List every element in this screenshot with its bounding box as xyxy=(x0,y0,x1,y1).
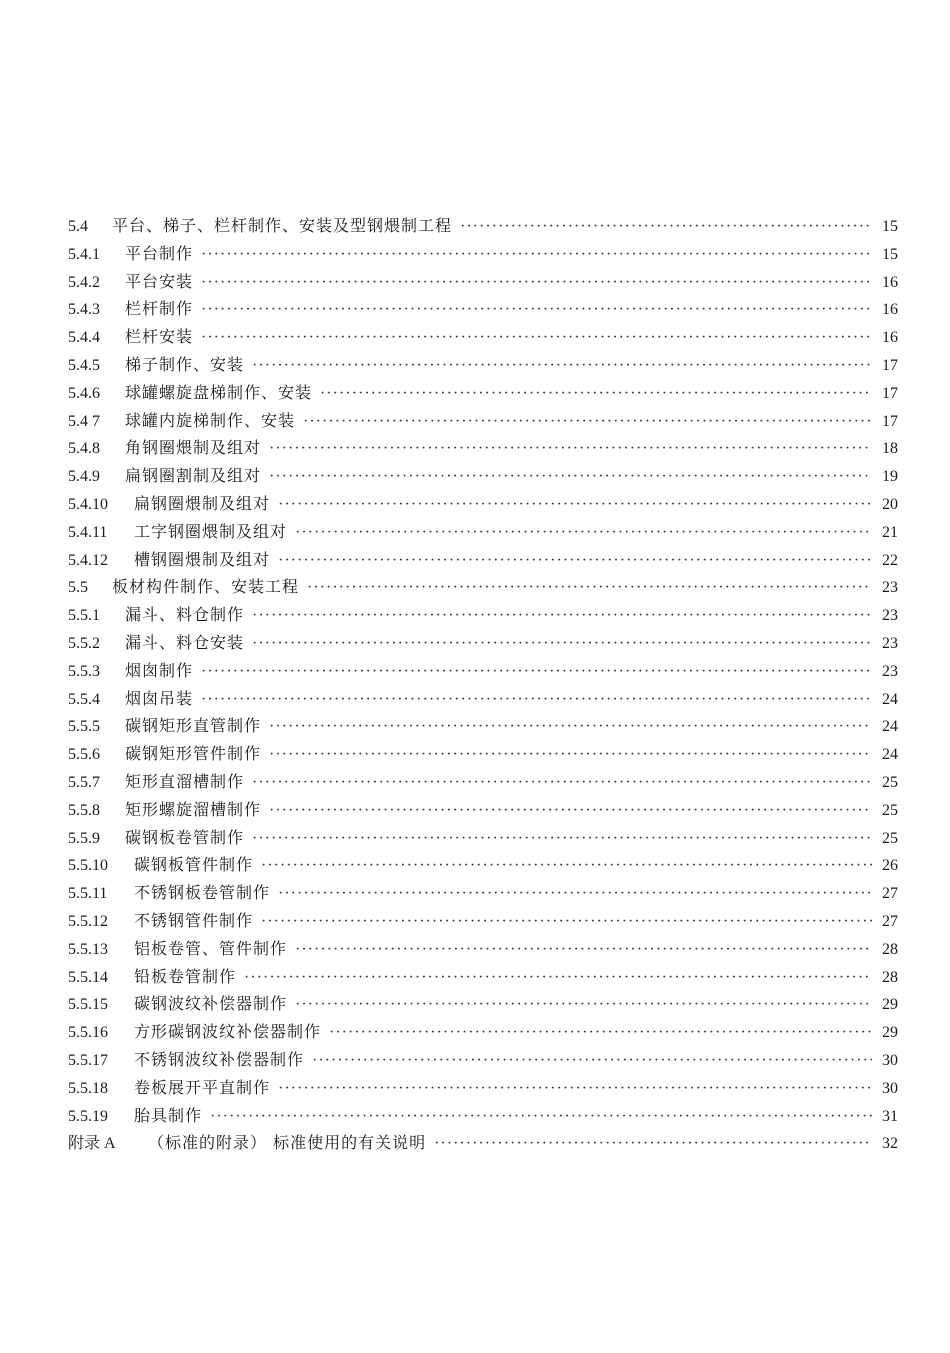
toc-entry-number: 5.5.1 xyxy=(68,607,100,625)
toc-entry[interactable] xyxy=(68,657,898,685)
toc-entry-title: 胎具制作 xyxy=(134,1105,203,1125)
toc-entry-title: 碳钢板管件制作 xyxy=(134,855,254,875)
toc-leader-dots xyxy=(278,880,872,908)
toc-entry-number: 5.4.11 xyxy=(68,523,108,541)
toc-entry-page-number: 15 xyxy=(882,218,898,235)
toc-entry-page-number: 23 xyxy=(882,634,898,652)
toc-entry-title: 烟囱吊装 xyxy=(125,688,194,708)
toc-entry-title: 矩形直溜槽制作 xyxy=(125,771,245,791)
toc-entry-page-number: 26 xyxy=(882,857,898,875)
toc-entry-number: 5.5.19 xyxy=(68,1107,108,1125)
toc-entry[interactable] xyxy=(68,1129,898,1157)
toc-entry-number: 5.4.5 xyxy=(68,356,100,374)
toc-entry[interactable] xyxy=(68,490,898,518)
toc-entry-number: 5.5.17 xyxy=(68,1051,108,1069)
toc-leader-dots xyxy=(278,1075,872,1103)
toc-entry[interactable] xyxy=(68,518,898,546)
toc-entry-page-number: 23 xyxy=(882,607,898,625)
toc-leader-dots xyxy=(269,713,872,741)
toc-leader-dots xyxy=(269,797,872,825)
toc-entry-number: 5.4.8 xyxy=(68,440,100,458)
toc-entry-page-number: 25 xyxy=(882,773,898,791)
toc-leader-dots xyxy=(269,463,872,491)
toc-entry-page-number: 30 xyxy=(882,1051,898,1069)
toc-leader-dots xyxy=(320,380,872,408)
toc-entry-title: 平台制作 xyxy=(125,243,194,263)
toc-entry-title: 卷板展开平直制作 xyxy=(134,1077,271,1097)
toc-entry-page-number: 25 xyxy=(882,801,898,819)
toc-entry-number: 5.4.6 xyxy=(68,384,100,402)
toc-leader-dots xyxy=(201,296,872,324)
toc-entry-number: 5.5.4 xyxy=(68,690,100,708)
toc-entry[interactable] xyxy=(68,907,898,935)
toc-entry[interactable] xyxy=(68,379,898,407)
toc-entry-title: 球罐内旋梯制作、安装 xyxy=(125,410,296,430)
toc-entry-title: 平台、梯子、栏杆制作、安装及型钢煨制工程 xyxy=(112,216,453,235)
toc-entry[interactable] xyxy=(68,685,898,713)
toc-entry-title: 铅板卷管制作 xyxy=(134,966,237,986)
toc-leader-dots xyxy=(303,408,872,436)
toc-entry-page-number: 29 xyxy=(882,1024,898,1042)
toc-leader-dots xyxy=(434,1130,872,1158)
toc-entry[interactable] xyxy=(68,768,898,796)
toc-entry-title: 漏斗、料仓安装 xyxy=(125,632,245,652)
toc-entry-title: （标准的附录） 标准使用的有关说明 xyxy=(148,1133,427,1153)
toc-leader-dots xyxy=(460,213,872,241)
toc-entry-page-number: 28 xyxy=(882,968,898,986)
toc-entry-title: 碳钢板卷管制作 xyxy=(125,827,245,847)
toc-entry[interactable] xyxy=(68,601,898,629)
toc-entry-page-number: 28 xyxy=(882,940,898,958)
toc-leader-dots xyxy=(312,1047,872,1075)
toc-entry-page-number: 27 xyxy=(882,885,898,903)
toc-entry[interactable] xyxy=(68,712,898,740)
toc-entry-page-number: 23 xyxy=(882,662,898,680)
toc-entry-number: 5.4.4 xyxy=(68,329,100,347)
toc-entry-page-number: 17 xyxy=(882,356,898,374)
toc-entry-page-number: 18 xyxy=(882,440,898,458)
toc-entry-number: 5.5.14 xyxy=(68,968,108,986)
toc-entry[interactable] xyxy=(68,462,898,490)
toc-leader-dots xyxy=(295,936,872,964)
toc-entry[interactable] xyxy=(68,740,898,768)
toc-entry[interactable] xyxy=(68,434,898,462)
toc-entry-title: 碳钢波纹补偿器制作 xyxy=(134,994,288,1014)
toc-leader-dots xyxy=(201,658,872,686)
toc-entry[interactable] xyxy=(68,212,898,240)
toc-entry-page-number: 16 xyxy=(882,301,898,319)
toc-entry[interactable] xyxy=(68,240,898,268)
toc-entry-title: 栏杆制作 xyxy=(125,299,194,319)
toc-leader-dots xyxy=(210,1103,872,1131)
toc-entry-page-number: 24 xyxy=(882,718,898,736)
toc-entry-number: 5.5 xyxy=(68,579,88,597)
toc-entry-number: 5.5.15 xyxy=(68,996,108,1014)
toc-leader-dots xyxy=(252,602,872,630)
toc-entry-number: 5.5.12 xyxy=(68,912,108,930)
toc-entry-number: 附录 A xyxy=(68,1135,116,1153)
toc-leader-dots xyxy=(201,241,872,269)
toc-entry-number: 5.4.3 xyxy=(68,301,100,319)
toc-entry-number: 5.5.3 xyxy=(68,662,100,680)
toc-leader-dots xyxy=(278,491,872,519)
toc-entry-page-number: 23 xyxy=(882,579,898,597)
toc-entry-title: 不锈钢板卷管制作 xyxy=(134,883,271,903)
toc-entry[interactable] xyxy=(68,963,898,991)
toc-entry-title: 槽钢圈煨制及组对 xyxy=(134,549,271,569)
toc-entry-page-number: 32 xyxy=(882,1135,898,1153)
toc-entry-page-number: 16 xyxy=(882,273,898,291)
toc-entry-number: 5.5.11 xyxy=(68,885,108,903)
toc-leader-dots xyxy=(295,991,872,1019)
toc-leader-dots xyxy=(261,908,872,936)
toc-entry-title: 不锈钢波纹补偿器制作 xyxy=(134,1049,305,1069)
toc-entry[interactable] xyxy=(68,573,898,601)
toc-leader-dots xyxy=(252,769,872,797)
toc-entry-number: 5.5.5 xyxy=(68,718,100,736)
toc-entry[interactable] xyxy=(68,1046,898,1074)
toc-entry-page-number: 21 xyxy=(882,523,898,541)
toc-entry[interactable] xyxy=(68,935,898,963)
toc-entry-page-number: 29 xyxy=(882,996,898,1014)
toc-entry-number: 5.4.10 xyxy=(68,495,108,513)
toc-entry-title: 漏斗、料仓制作 xyxy=(125,605,245,625)
toc-leader-dots xyxy=(307,574,872,602)
toc-entry-number: 5.5.7 xyxy=(68,773,100,791)
toc-entry-number: 5.5.6 xyxy=(68,746,100,764)
toc-entry-page-number: 27 xyxy=(882,912,898,930)
toc-entry-title: 扁钢圈煨制及组对 xyxy=(134,493,271,513)
toc-entry[interactable] xyxy=(68,879,898,907)
toc-entry-page-number: 24 xyxy=(882,690,898,708)
toc-leader-dots xyxy=(201,686,872,714)
toc-entry-title: 球罐螺旋盘梯制作、安装 xyxy=(125,382,313,402)
toc-entry-title: 板材构件制作、安装工程 xyxy=(112,577,300,597)
toc-entry-title: 碳钢矩形直管制作 xyxy=(125,716,262,736)
toc-entry-page-number: 22 xyxy=(882,551,898,569)
toc-entry-title: 铝板卷管、管件制作 xyxy=(134,938,288,958)
toc-entry-number: 5.5.18 xyxy=(68,1079,108,1097)
toc-leader-dots xyxy=(201,324,872,352)
table-of-contents xyxy=(68,212,898,1157)
toc-leader-dots xyxy=(252,352,872,380)
toc-leader-dots xyxy=(295,519,872,547)
toc-leader-dots xyxy=(252,630,872,658)
toc-entry[interactable] xyxy=(68,1102,898,1130)
toc-entry-number: 5.4.2 xyxy=(68,273,100,291)
toc-entry[interactable] xyxy=(68,268,898,296)
toc-entry-title: 扁钢圈割制及组对 xyxy=(125,466,262,486)
toc-entry-number: 5.4.12 xyxy=(68,551,108,569)
toc-entry[interactable] xyxy=(68,1074,898,1102)
toc-entry-number: 5.4 xyxy=(68,218,88,235)
toc-entry-page-number: 19 xyxy=(882,468,898,486)
toc-entry-number: 5.4.1 xyxy=(68,245,100,263)
toc-entry-number: 5.4 7 xyxy=(68,412,100,430)
toc-entry[interactable] xyxy=(68,351,898,379)
toc-entry-title: 碳钢矩形管件制作 xyxy=(125,744,262,764)
toc-entry-title: 平台安装 xyxy=(125,271,194,291)
toc-entry-title: 不锈钢管件制作 xyxy=(134,910,254,930)
toc-entry-title: 烟囱制作 xyxy=(125,660,194,680)
toc-leader-dots xyxy=(329,1019,872,1047)
toc-leader-dots xyxy=(278,547,872,575)
toc-entry-page-number: 30 xyxy=(882,1079,898,1097)
toc-entry-title: 矩形螺旋溜槽制作 xyxy=(125,799,262,819)
toc-entry[interactable] xyxy=(68,851,898,879)
toc-entry[interactable] xyxy=(68,1018,898,1046)
toc-entry-title: 角钢圈煨制及组对 xyxy=(125,438,262,458)
toc-entry-number: 5.5.10 xyxy=(68,857,108,875)
toc-entry-page-number: 31 xyxy=(882,1107,898,1125)
toc-entry[interactable] xyxy=(68,407,898,435)
toc-leader-dots xyxy=(252,825,872,853)
toc-entry-number: 5.5.2 xyxy=(68,634,100,652)
toc-entry-page-number: 24 xyxy=(882,746,898,764)
toc-entry-number: 5.5.13 xyxy=(68,940,108,958)
toc-entry-page-number: 17 xyxy=(882,384,898,402)
toc-entry[interactable] xyxy=(68,796,898,824)
toc-entry-page-number: 15 xyxy=(882,245,898,263)
toc-leader-dots xyxy=(244,964,872,992)
toc-entry[interactable] xyxy=(68,629,898,657)
toc-entry[interactable] xyxy=(68,323,898,351)
toc-entry-number: 5.5.16 xyxy=(68,1024,108,1042)
toc-entry-title: 工字钢圈煨制及组对 xyxy=(134,521,288,541)
toc-entry-title: 栏杆安装 xyxy=(125,327,194,347)
toc-entry-page-number: 20 xyxy=(882,495,898,513)
toc-entry-number: 5.4.9 xyxy=(68,468,100,486)
toc-entry-number: 5.5.8 xyxy=(68,801,100,819)
toc-entry-page-number: 17 xyxy=(882,412,898,430)
toc-entry[interactable] xyxy=(68,546,898,574)
toc-leader-dots xyxy=(261,852,872,880)
toc-entry-title: 方形碳钢波纹补偿器制作 xyxy=(134,1022,322,1042)
toc-entry[interactable] xyxy=(68,990,898,1018)
toc-entry[interactable] xyxy=(68,295,898,323)
toc-leader-dots xyxy=(269,741,872,769)
toc-entry[interactable] xyxy=(68,824,898,852)
toc-entry-title: 梯子制作、安装 xyxy=(125,354,245,374)
toc-entry-number: 5.5.9 xyxy=(68,829,100,847)
toc-leader-dots xyxy=(269,435,872,463)
toc-leader-dots xyxy=(201,269,872,297)
toc-entry-page-number: 25 xyxy=(882,829,898,847)
toc-entry-page-number: 16 xyxy=(882,329,898,347)
